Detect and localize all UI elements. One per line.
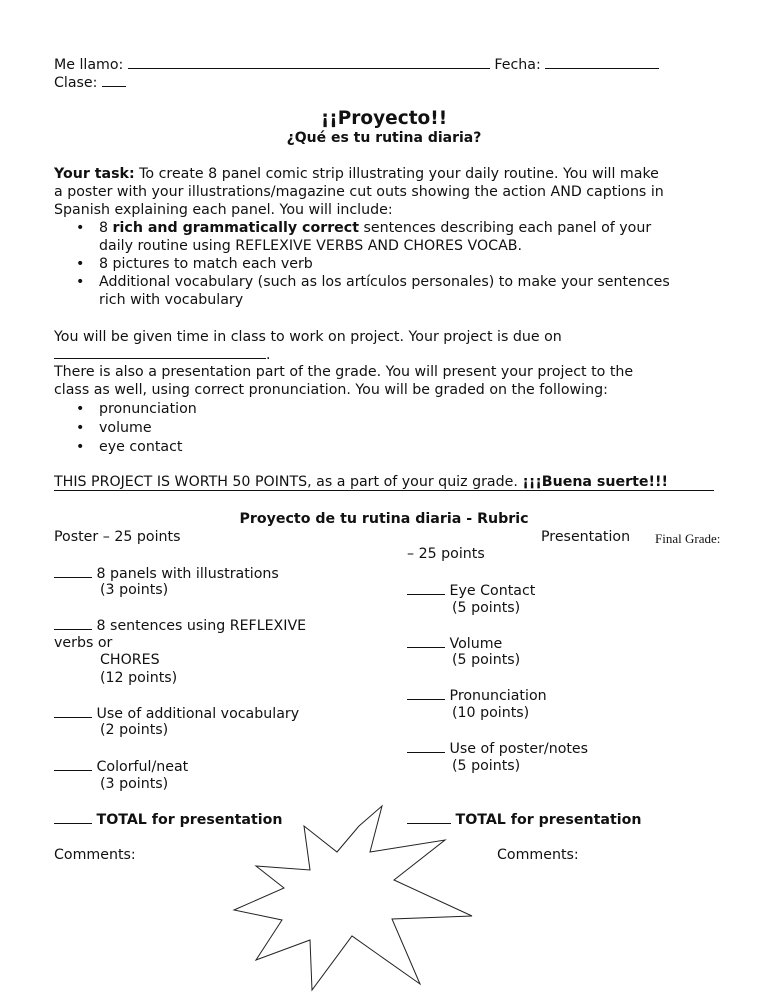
- poster-item-neat: [54, 757, 188, 776]
- class-label: Clase:: [54, 75, 98, 91]
- worth-text: THIS PROJECT IS WORTH 50 POINTS, as a part of your quiz grade.: [54, 474, 523, 490]
- score-field[interactable]: [54, 616, 92, 630]
- date-label: Fecha:: [494, 57, 541, 73]
- time-line-1: You will be given time in class to work on project. Your project is due on: [54, 329, 562, 345]
- time-line-3: class as well, using correct pronunciation. You will be graded on the following:: [54, 382, 608, 398]
- task-line-1: [54, 165, 659, 183]
- task-line-3: Spanish explaining each panel. You will include:: [54, 202, 393, 218]
- page-title: ¡¡Proyecto!!: [320, 108, 448, 129]
- due-row: [54, 345, 271, 364]
- presentation-heading-2: – 25 points: [407, 546, 485, 562]
- comments-left: Comments:: [54, 847, 136, 863]
- score-field[interactable]: [407, 634, 445, 648]
- divider: [54, 490, 714, 491]
- poster-item-vocab: [54, 704, 299, 723]
- poster-heading: Poster – 25 points: [54, 529, 181, 545]
- comments-right: Comments:: [497, 847, 579, 863]
- item-points: (5 points): [452, 600, 521, 616]
- due-date-field[interactable]: [54, 345, 266, 359]
- item-label: Colorful/neat: [96, 759, 189, 775]
- list-item: [54, 273, 670, 309]
- list-item: • pronunciation: [54, 400, 197, 419]
- task-text-1: To create 8 panel comic strip illustrating your daily routine. You will make: [134, 166, 659, 182]
- list-item: [54, 219, 670, 255]
- b1-line2: daily routine using REFLEXIVE VERBS AND CHORES VOCAB.: [99, 238, 523, 254]
- item-points: (2 points): [100, 722, 169, 738]
- item-points: (10 points): [452, 705, 530, 721]
- rubric-title: Proyecto de tu rutina diaria - Rubric: [239, 511, 529, 527]
- presentation-item-pronunciation: [407, 686, 547, 705]
- item-points: (3 points): [100, 776, 169, 792]
- buena-suerte: ¡¡¡Buena suerte!!!: [522, 474, 668, 490]
- item-points: (5 points): [452, 652, 521, 668]
- item-label: Volume: [449, 636, 503, 652]
- final-grade-label: Final Grade:: [655, 531, 721, 546]
- total-field[interactable]: [54, 810, 92, 824]
- task-line-2: a poster with your illustrations/magazine cut outs showing the action AND captions in: [54, 184, 664, 200]
- worth-line: [54, 473, 668, 491]
- presentation-item-notes: [407, 739, 588, 758]
- page-subtitle: ¿Qué es tu rutina diaria?: [286, 130, 482, 146]
- item-points: (3 points): [100, 582, 169, 598]
- item-label-cont: CHORES: [100, 652, 160, 668]
- item-label: Pronunciation: [449, 688, 547, 704]
- b3-line2: rich with vocabulary: [99, 292, 244, 308]
- score-field[interactable]: [54, 704, 92, 718]
- starburst-shape: [224, 804, 474, 992]
- task-label: Your task:: [54, 166, 135, 182]
- due-period: .: [266, 347, 271, 363]
- requirements-list: [54, 219, 670, 309]
- b1-bold: rich and grammatically correct: [112, 220, 359, 236]
- presentation-heading-1: Presentation: [541, 529, 631, 545]
- class-row: [54, 73, 126, 92]
- date-field[interactable]: [545, 55, 659, 69]
- class-field[interactable]: [102, 73, 126, 87]
- score-field[interactable]: [407, 686, 445, 700]
- b3-line1: Additional vocabulary (such as los artículos personales) to make your sentences: [99, 274, 670, 290]
- item-label: 8 panels with illustrations: [96, 566, 279, 582]
- presentation-item-eye: [407, 581, 535, 600]
- score-field[interactable]: [54, 757, 92, 771]
- name-label: Me llamo:: [54, 57, 124, 73]
- graded-list: [54, 400, 197, 457]
- b1-post: sentences describing each panel of your: [359, 220, 652, 236]
- item-label: 8 sentences using REFLEXIVE: [96, 618, 307, 634]
- score-field[interactable]: [407, 581, 445, 595]
- time-line-2: There is also a presentation part of the grade. You will present your project to the: [54, 364, 634, 380]
- item-points: (5 points): [452, 758, 521, 774]
- name-row: [54, 55, 659, 74]
- list-item: • 8 pictures to match each verb: [54, 255, 670, 273]
- total-right-label: TOTAL for presentation: [455, 812, 642, 828]
- item-points: (12 points): [100, 670, 178, 686]
- score-field[interactable]: [54, 564, 92, 578]
- score-field[interactable]: [407, 739, 445, 753]
- list-item: • eye contact: [54, 438, 197, 457]
- poster-item-sentences: [54, 616, 306, 635]
- name-field[interactable]: [128, 55, 490, 69]
- item-label: Eye Contact: [449, 583, 536, 599]
- b1-pre: 8: [99, 220, 113, 236]
- list-item: • volume: [54, 419, 197, 438]
- total-left-label: TOTAL for presentation: [96, 812, 283, 828]
- item-label-cont: verbs or: [54, 635, 113, 651]
- item-label: Use of poster/notes: [449, 741, 589, 757]
- item-label: Use of additional vocabulary: [96, 706, 300, 722]
